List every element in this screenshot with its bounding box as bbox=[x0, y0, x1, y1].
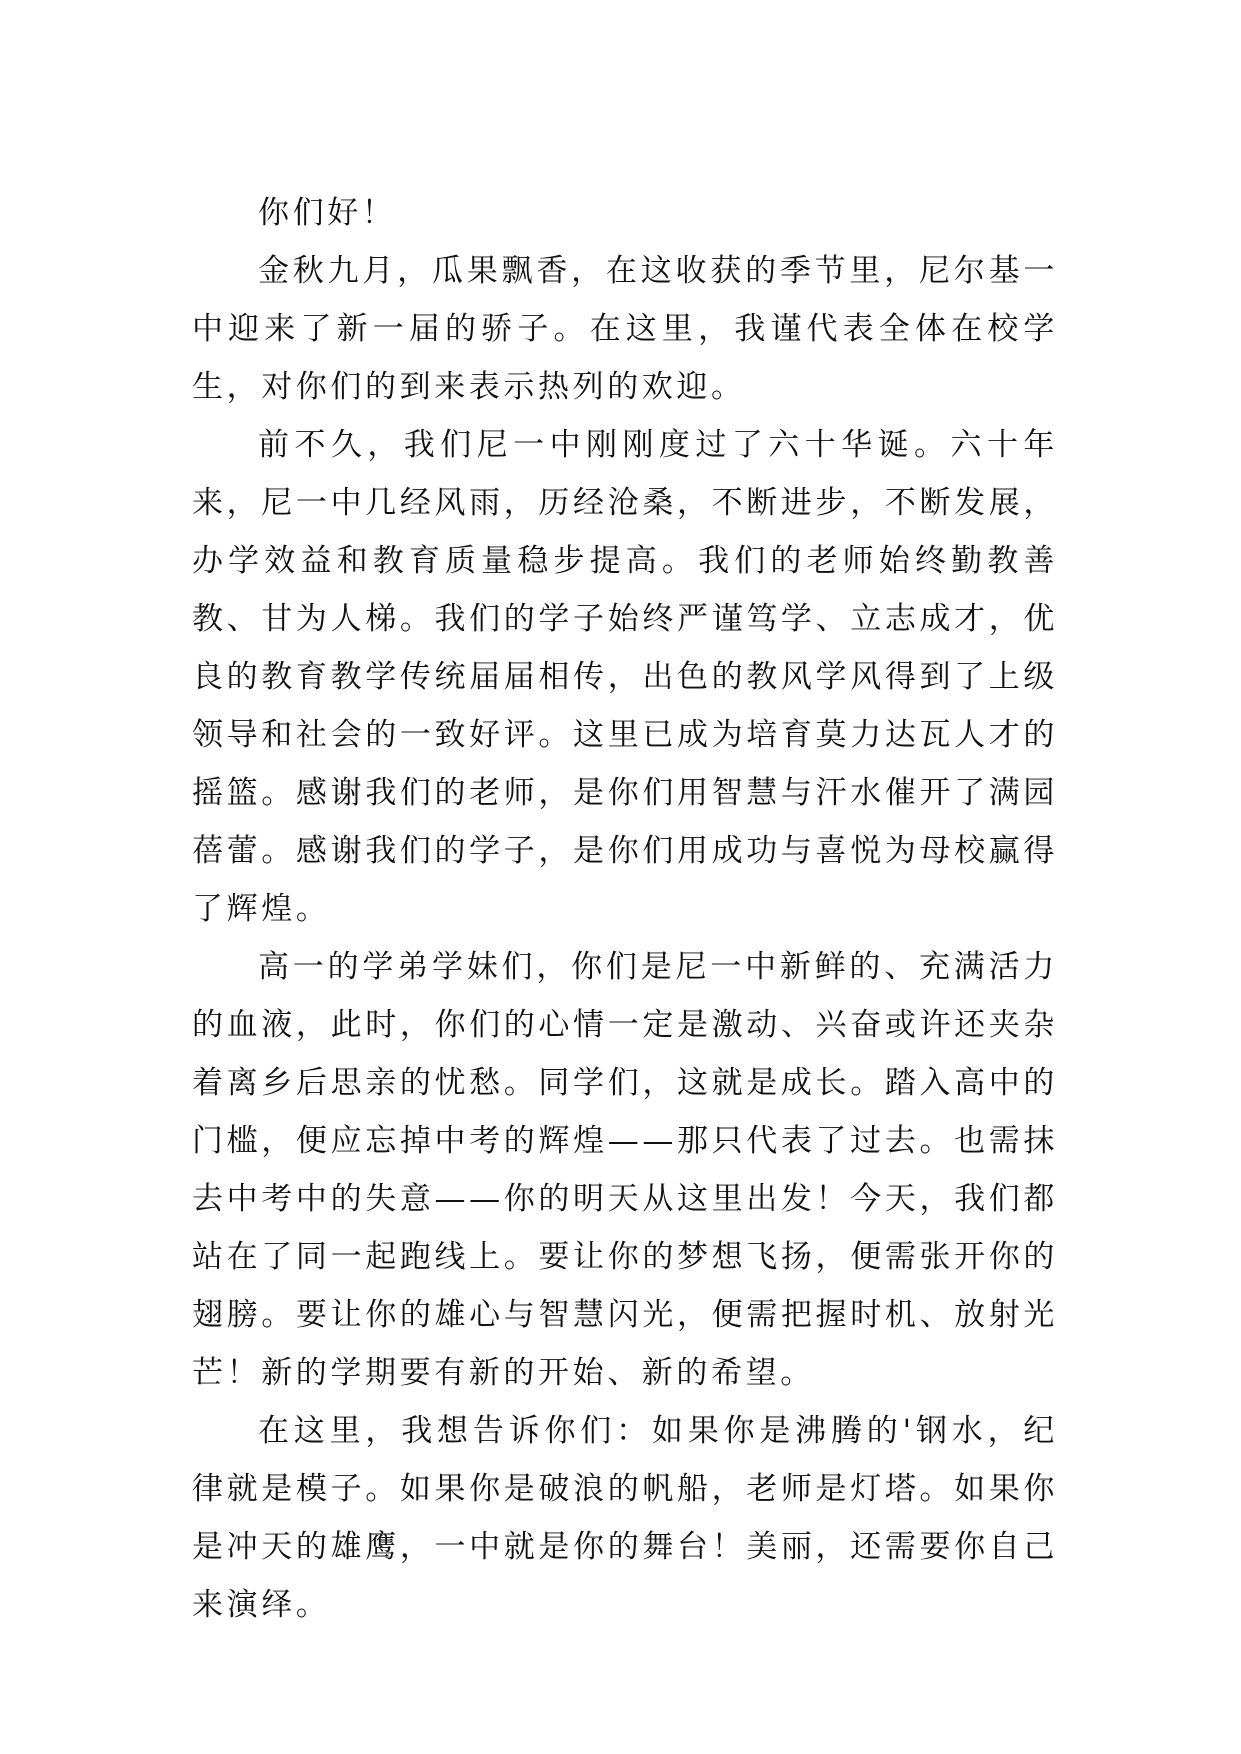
closing-paragraph: 在这里，我想告诉你们：如果你是沸腾的'钢水，纪律就是模子。如果你是破浪的帆船，老师是灯塔。如果你是冲天的雄鹰，一中就是你的舞台！美丽，还需要你自己来演绎。 bbox=[192, 1413, 1058, 1623]
greeting-paragraph: 你们好！ bbox=[258, 195, 397, 231]
freshmen-paragraph: 高一的学弟学妹们，你们是尼一中新鲜的、充满活力的血液，此时，你们的心情一定是激动、兴奋或许还夹杂着离乡后思亲的忧愁。同学们，这就是成长。踏入高中的门槛，便应忘掉中考的辉煌——那只代表了过去。也需抹去中考中的失意——你的明天从这里出发！今天，我们都站在了同一起跑线上。要让你的梦想飞扬，便需张开你的翅膀。要让你的雄心与智慧闪光，便需把握时机、放射光芒！新的学期要有新的开始、新的希望。 bbox=[192, 949, 1058, 1391]
school-history-paragraph: 前不久，我们尼一中刚刚度过了六十华诞。六十年来，尼一中几经风雨，历经沧桑，不断进步，不断发展，办学效益和教育质量稳步提高。我们的老师始终勤教善教、甘为人梯。我们的学子始终严谨笃学、立志成才，优良的教育教学传统届届相传，出色的教风学风得到了上级领导和社会的一致好评。这里已成为培育莫力达瓦人才的摇篮。感谢我们的老师，是你们用智慧与汗水催开了满园蓓蕾。感谢我们的学子，是你们用成功与喜悦为母校赢得了辉煌。 bbox=[192, 427, 1058, 927]
welcome-paragraph: 金秋九月，瓜果飘香，在这收获的季节里，尼尔基一中迎来了新一届的骄子。在这里，我谨代表全体在校学生，对你们的到来表示热列的欢迎。 bbox=[192, 253, 1058, 405]
document-body bbox=[192, 184, 1058, 1634]
